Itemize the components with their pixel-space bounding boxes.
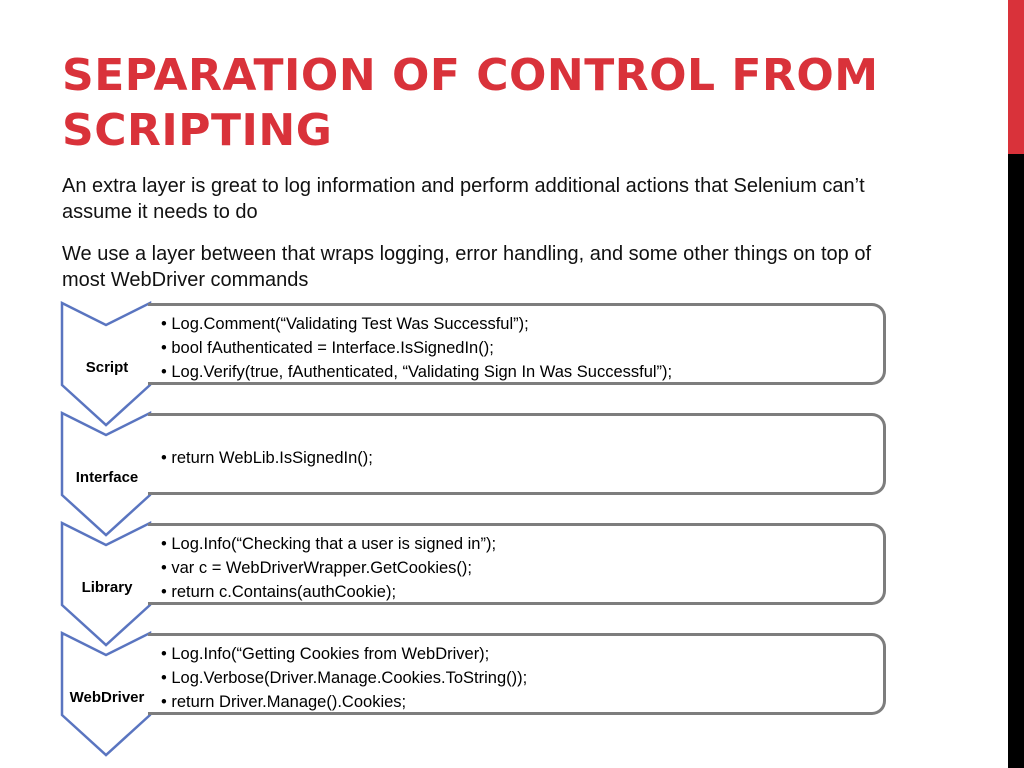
stage-item: • return WebLib.IsSignedIn();: [161, 446, 883, 470]
stage-label-webdriver: WebDriver: [69, 689, 145, 706]
stage-item-list: [148, 636, 883, 714]
stage-label-interface: Interface: [75, 469, 139, 486]
stage-label-library: Library: [81, 579, 133, 596]
stage-box-interface: [148, 413, 886, 495]
stage-item-list: [148, 416, 883, 470]
stage-box-webdriver: [148, 633, 886, 715]
stage-box-script: [148, 303, 886, 385]
stage-item: • Log.Info(“Getting Cookies from WebDriver);: [161, 642, 883, 666]
stage-label-script: Script: [85, 359, 129, 376]
intro-paragraph-2: We use a layer between that wraps logging, error handling, and some other things on top of most WebDriver commands: [62, 243, 872, 291]
slide-title: SEPARATION OF CONTROL FROM SCRIPTING: [62, 50, 879, 156]
stage-item: • Log.Verbose(Driver.Manage.Cookies.ToString());: [161, 666, 883, 690]
stage-item: • Log.Comment(“Validating Test Was Successful”);: [161, 312, 883, 336]
stage-item-list: [148, 526, 883, 604]
stage-item: • return Driver.Manage().Cookies;: [161, 690, 883, 714]
stage-item-list: [148, 306, 883, 384]
stage-item: • return c.Contains(authCookie);: [161, 580, 883, 604]
stage-item: • bool fAuthenticated = Interface.IsSignedIn();: [161, 336, 883, 360]
intro-paragraph-1: An extra layer is great to log information and perform additional actions that Selenium can’t assume it needs to do: [62, 175, 865, 223]
stage-item: • var c = WebDriverWrapper.GetCookies();: [161, 556, 883, 580]
stage-box-library: [148, 523, 886, 605]
stage-item: • Log.Verify(true, fAuthenticated, “Validating Sign In Was Successful”);: [161, 360, 883, 384]
stage-item: • Log.Info(“Checking that a user is signed in”);: [161, 532, 883, 556]
